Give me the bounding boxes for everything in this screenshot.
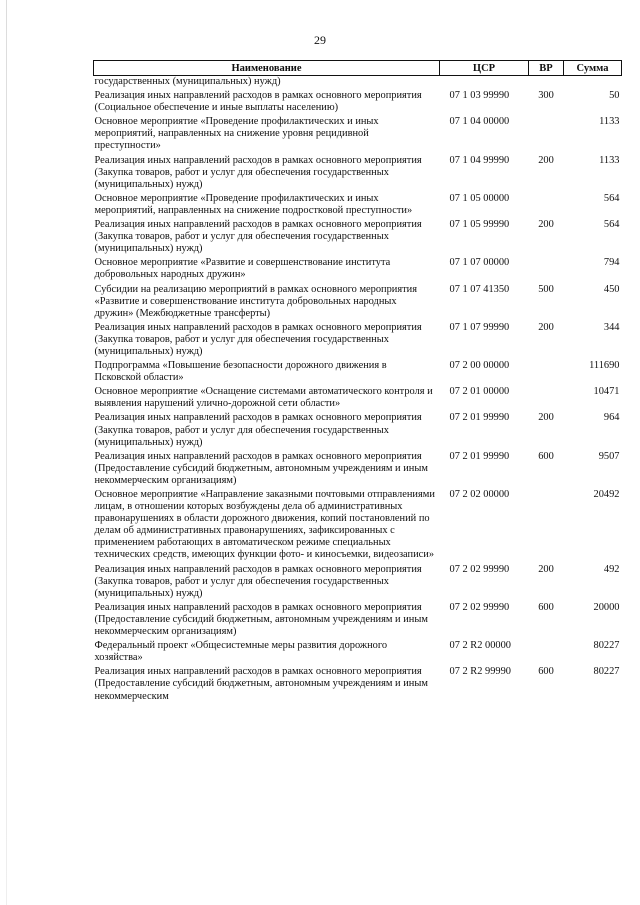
cell-name: Подпрограмма «Повышение безопасности дорожного движения в Псковской области» [94,360,387,384]
cell-sum: 794 [603,257,620,269]
header-sum: Сумма [564,61,622,76]
cell-name: Реализация иных направлений расходов в рамках основного мероприятия (Закупка товаров, работ и услуг для обеспечения государственных (муниципальных) нужд) [94,321,422,357]
cell-sum: 492 [603,563,620,575]
table-row [94,602,622,640]
cell-vr: 500 [538,283,554,295]
table-row [94,489,622,564]
table-header [94,61,622,76]
cell-name: Реализация иных направлений расходов в рамках основного мероприятия (Закупка товаров, работ и услуг для обеспечения государственных (муниципальных) нужд) [94,219,422,255]
cell-vr [529,257,564,283]
cell-name: Реализация иных направлений расходов в рамках основного мероприятия (Социальное обеспечение и иные выплаты населению) [94,90,422,114]
scan-edge-shadow [6,0,7,905]
table-row [94,640,622,666]
cell-name: Основное мероприятие «Развитие и совершенствование института добровольных народных дружин» [94,257,391,281]
cell-csr: 07 1 07 41350 [449,283,510,295]
cell-vr: 200 [538,154,554,166]
cell-name: Реализация иных направлений расходов в рамках основного мероприятия (Предоставление субсидий бюджетным, автономным учреждениям и иным некоммерческим [94,666,428,702]
cell-name: государственных (муниципальных) нужд) [94,76,281,87]
cell-vr: 200 [538,219,554,231]
cell-sum: 80227 [593,666,620,678]
cell-csr: 07 2 02 99990 [449,601,510,613]
cell-name: Реализация иных направлений расходов в рамках основного мероприятия (Предоставление субсидий бюджетным, автономным учреждениям и иным некоммерческим организациям) [94,601,428,638]
cell-sum: 111690 [589,360,620,372]
cell-sum: 50 [609,90,620,102]
header-csr: ЦСР [440,61,529,76]
table-row [94,284,622,322]
cell-csr: 07 1 07 00000 [449,257,510,269]
cell-sum: 564 [603,192,620,204]
cell-csr: 07 1 04 00000 [449,116,510,128]
cell-csr: 07 2 00 00000 [449,360,510,372]
table-row [94,360,622,386]
cell-vr [529,76,564,91]
cell-name: Основное мероприятие «Направление заказными почтовыми отправлениями лицам, в отношении которых возбуждены дела об административных правонарушениях в области дорожного движения, копий постановлений по делам об административных правонарушениях, зафиксированных с применением работающих в автоматическом режиме специальных технических средств, имеющих функции фото- и киносъемки, видеозаписи» [94,489,435,561]
cell-csr: 07 2 02 99990 [449,563,510,575]
cell-sum: 1133 [599,116,620,128]
cell-sum: 1133 [599,154,620,166]
cell-vr: 600 [538,450,554,462]
cell-csr: 07 2 01 99990 [449,450,510,462]
cell-sum: 80227 [593,640,620,652]
table-row [94,219,622,257]
cell-sum: 450 [603,283,620,295]
cell-name: Федеральный проект «Общесистемные меры развития дорожного хозяйства» [94,640,388,664]
cell-csr: 07 1 04 99990 [449,154,510,166]
table-row [94,76,622,91]
cell-vr [529,116,564,154]
cell-vr [529,360,564,386]
table-row [94,564,622,602]
cell-name: Основное мероприятие «Проведение профилактических и иных мероприятий, направленных на снижение уровня рецидивной преступности» [94,116,379,152]
table-row [94,322,622,360]
cell-name: Реализация иных направлений расходов в рамках основного мероприятия (Закупка товаров, работ и услуг для обеспечения государственных (муниципальных) нужд) [94,154,422,190]
table-row [94,116,622,154]
cell-csr: 07 1 03 99990 [449,90,510,102]
cell-csr: 07 2 01 99990 [449,412,510,424]
cell-vr: 200 [538,321,554,333]
cell-name: Основное мероприятие «Оснащение системами автоматического контроля и выявления нарушений улично-дорожной сети области» [94,386,433,410]
cell-csr: 07 2 02 00000 [449,489,510,500]
cell-sum: 20492 [593,489,620,500]
cell-vr: 200 [538,412,554,424]
page-number: 29 [314,33,326,47]
cell-name: Реализация иных направлений расходов в рамках основного мероприятия (Закупка товаров, работ и услуг для обеспечения государственных (муниципальных) нужд) [94,563,422,599]
budget-table [93,60,622,705]
cell-sum: 9507 [598,450,620,462]
cell-vr: 600 [538,601,554,613]
budget-table-container [93,60,621,705]
table-row [94,386,622,412]
cell-vr [529,386,564,412]
table-row [94,155,622,193]
cell-vr [529,489,564,564]
header-row [94,61,622,76]
cell-name: Реализация иных направлений расходов в рамках основного мероприятия (Закупка товаров, работ и услуг для обеспечения государственных (муниципальных) нужд) [94,412,422,448]
cell-name: Реализация иных направлений расходов в рамках основного мероприятия (Предоставление субсидий бюджетным, автономным учреждениям и иным некоммерческим организациям) [94,450,428,486]
cell-vr: 200 [538,563,554,575]
cell-sum: 20000 [593,601,620,613]
cell-name: Субсидии на реализацию мероприятий в рамках основного мероприятия «Развитие и совершенствование института добровольных народных дружин» (Межбюджетные трансферты) [94,283,417,319]
table-body [94,76,622,705]
cell-vr: 600 [538,666,554,678]
header-vr: ВР [529,61,564,76]
cell-sum: 344 [603,321,620,333]
cell-sum [564,76,622,91]
cell-csr: 07 2 01 00000 [449,386,510,398]
table-row [94,412,622,450]
cell-sum: 564 [603,219,620,231]
cell-csr: 07 1 05 00000 [449,192,510,204]
cell-csr: 07 1 05 99990 [449,219,510,231]
cell-name: Основное мероприятие «Проведение профилактических и иных мероприятий, направленных на снижение подростковой преступности» [94,192,413,216]
cell-csr: 07 1 07 99990 [449,321,510,333]
cell-csr [440,76,529,91]
cell-sum: 964 [603,412,620,424]
cell-sum: 10471 [593,386,620,398]
cell-vr [529,193,564,219]
table-row [94,451,622,489]
cell-csr: 07 2 R2 99990 [449,666,511,678]
header-name: Наименование [94,61,440,76]
cell-vr: 300 [538,90,554,102]
table-row [94,90,622,116]
table-row [94,193,622,219]
cell-csr: 07 2 R2 00000 [449,640,511,652]
cell-vr [529,640,564,666]
table-row [94,257,622,283]
table-row [94,666,622,704]
